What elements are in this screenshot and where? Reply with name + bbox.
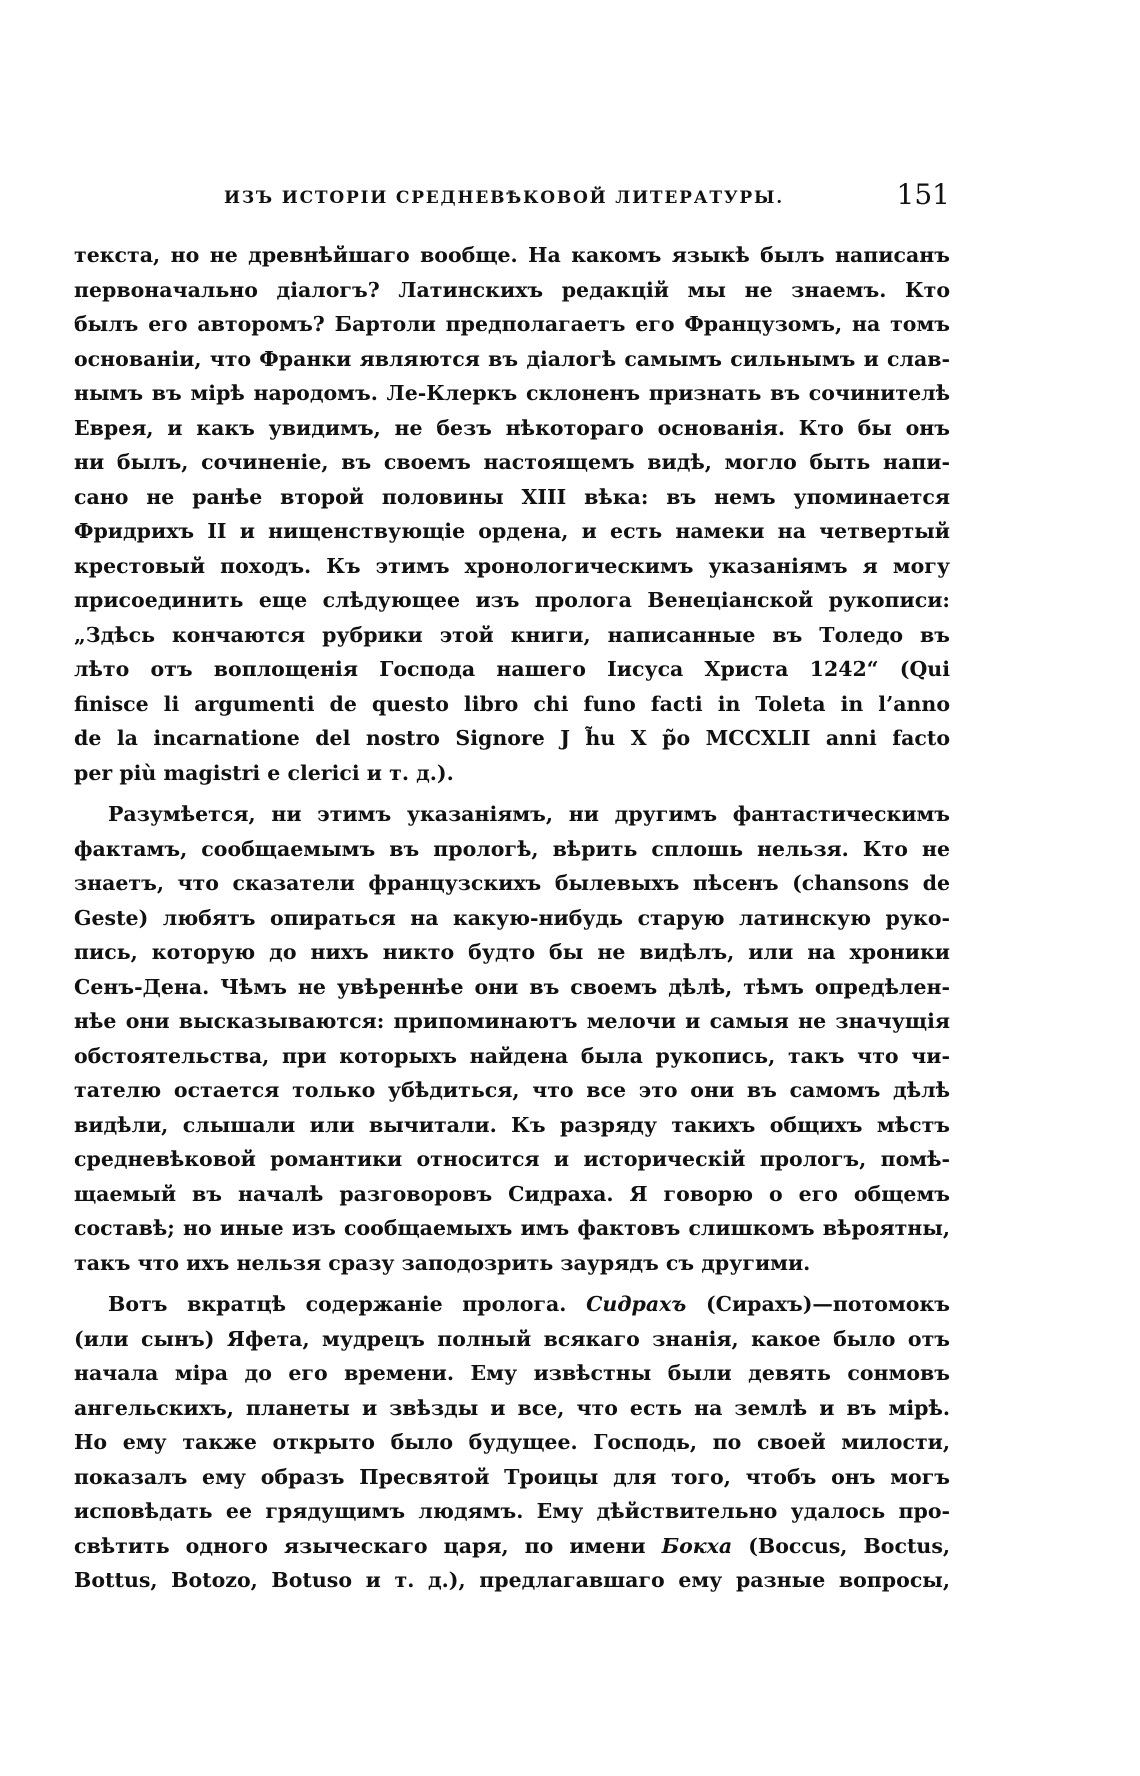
body-text [74,238,950,1598]
text-line: нымъ въ мірѣ народомъ. Ле-Клеркъ склоненъ признать въ сочинителѣ [74,381,950,405]
text-run: свѣтить одного языческаго царя, по имени [74,1533,662,1558]
text-line: тателю остается только убѣдиться, что все это они въ самомъ дѣлѣ [74,1078,950,1102]
text-line: средневѣковой романтики относится и историческій прологъ, помѣ- [74,1147,950,1171]
text-run: Вотъ вкратцѣ содержаніе пролога. [108,1292,587,1316]
text-line: фактамъ, сообщаемымъ въ прологѣ, вѣрить сплошь нельзя. Кто не [74,836,950,861]
text-line: текста, но не древнѣйшаго вообще. На какомъ языкѣ былъ написанъ [74,243,950,267]
text-line [74,1287,950,1322]
text-run: (Boccus, Boctus, [732,1533,950,1558]
paragraph-2 [74,797,950,1280]
text-line: Сенъ-Дена. Чѣмъ не увѣреннѣе они въ своемъ дѣлѣ, тѣмъ опредѣлен- [74,974,950,999]
text-line: первоначально діалогъ? Латинскихъ редакцій мы не знаемъ. Кто [74,277,950,302]
text-line: ни былъ, сочиненіе, въ своемъ настоящемъ видѣ, могло быть напи- [74,450,950,474]
text-line: Фридрихъ II и нищенствующіе ордена, и есть намеки на четвертый [74,519,950,543]
text-line: обстоятельства, при которыхъ найдена была рукопись, такъ что чи- [74,1043,950,1068]
italic-name-bokkha: Бокха [661,1533,733,1558]
text-line: крестовый походъ. Къ этимъ хронологическимъ указаніямъ я могу [74,553,950,578]
text-line: лѣто отъ воплощенія Господа нашего Іисуса Христа 1242“ (Qui [74,657,950,681]
text-line: нѣе они высказываются: припоминаютъ мелочи и самыя не значущія [74,1009,950,1033]
text-line: сано не ранѣе второй половины XIII вѣка: въ немъ упоминается [74,484,950,509]
text-line: исповѣдать ее грядущимъ людямъ. Ему дѣйствительно удалось про- [74,1499,950,1523]
text-line: видѣли, слышали или вычитали. Къ разряду такихъ общихъ мѣстъ [74,1112,950,1137]
text-line: показалъ ему образъ Пресвятой Троицы для того, чтобъ онъ могъ [74,1464,950,1489]
text-line: (или сынъ) Яфета, мудрецъ полный всякаго знанія, какое было отъ [74,1326,950,1351]
paragraph-gap [74,790,950,797]
text-line: Разумѣется, ни этимъ указаніямъ, ни другимъ фантастическимъ [108,802,950,826]
text-line: знаетъ, что сказатели французскихъ былевыхъ пѣсенъ (chansons de [74,871,950,895]
text-line: „Здѣсь кончаются рубрики этой книги, написанные въ Толедо въ [74,622,950,647]
text-line: основаніи, что Франки являются въ діалогѣ самымъ сильнымъ и слав- [74,346,950,371]
text-line: щаемый въ началѣ разговоровъ Сидраха. Я говорю о его общемъ [74,1181,950,1206]
running-title: ИЗЪ ИСТОРІИ СРЕДНЕВѢКОВОЙ ЛИТЕРАТУРЫ. [224,188,784,208]
text-line: составѣ; но иные изъ сообщаемыхъ имъ фактовъ слишкомъ вѣроятны, [74,1216,950,1240]
paragraph-3 [74,1287,950,1598]
text-line: Bottus, Botozo, Botuso и т. д.), предлагавшаго ему разные вопросы, [74,1568,950,1592]
text-line: присоединить еще слѣдующее изъ пролога Венеціанской рукописи: [74,588,950,612]
text-line: былъ его авторомъ? Бартоли предполагаетъ его Французомъ, на томъ [74,312,950,336]
text-line: такъ что ихъ нельзя сразу заподозрить заурядъ съ другими. [74,1250,811,1275]
page-number: 151 [896,178,950,211]
text-line: Geste) любятъ опираться на какую-нибудь старую латинскую руко- [74,905,950,930]
text-line: пись, которую до нихъ никто будто бы не видѣлъ, или на хроники [74,940,950,964]
text-line: de la incarnatione del nostro Signore J h̃u X p̃o MCCXLII anni facto [74,726,950,750]
text-line: per più magistri e clerici и т. д.). [74,760,454,785]
italic-name-sidrakh: Сидрахъ [586,1292,687,1316]
paragraph-gap [74,1280,950,1287]
text-run: (Сирахъ)—потомокъ [686,1292,950,1316]
text-line: ангельскихъ, планеты и звѣзды и все, что есть на землѣ и въ мірѣ. [74,1395,950,1420]
text-line: начала міра до его времени. Ему извѣстны были девять сонмовъ [74,1361,950,1385]
text-line: finisce li argumenti de questo libro chi funo facti in Toleta in l’anno [74,691,950,716]
text-line: Еврея, и какъ увидимъ, не безъ нѣкотораго основанія. Кто бы онъ [74,415,950,440]
text-line [74,1529,950,1564]
text-line: Но ему также открыто было будущее. Господь, по своей милости, [74,1430,950,1454]
paragraph-1 [74,238,950,790]
running-head [74,178,950,218]
